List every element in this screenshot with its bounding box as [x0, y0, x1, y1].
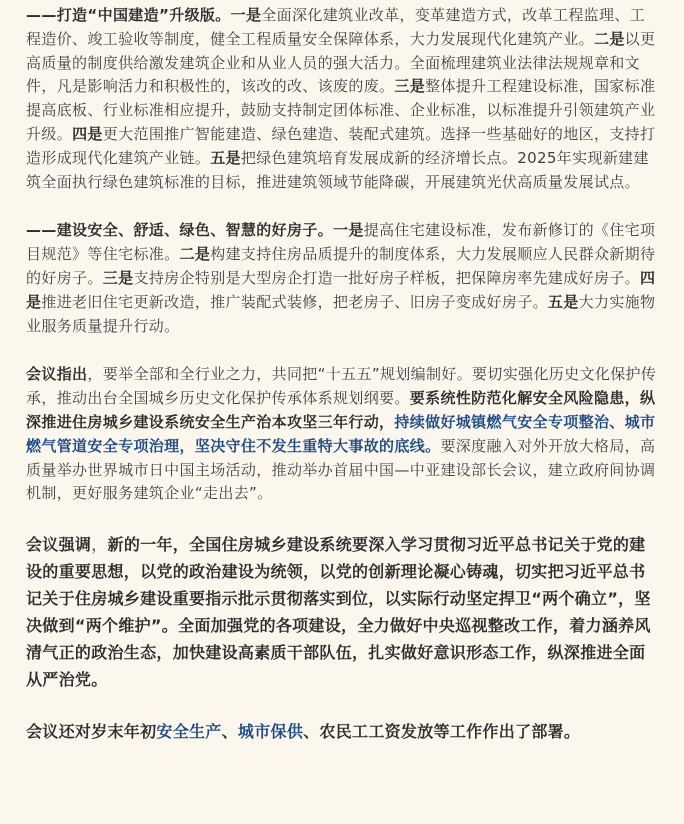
paragraph-meeting-pointed-out [26, 363, 660, 506]
text-segment: ——打造“中国建造”升级版。 [26, 6, 231, 24]
text-segment: 提高住宅建设标准，发布新修订的《住宅项目规范》等住宅标准。 [26, 221, 656, 264]
text-segment: 推进老旧住宅更新改造，推广装配式装修，把老房子、旧房子变成好房子。 [41, 292, 548, 311]
text-segment: 二是 [179, 245, 211, 264]
text-segment: 四是 [26, 268, 656, 311]
text-segment: 要系统性防范化解安全风险隐患，纵深推进住房城乡建设系统安全生产治本攻坚三年行动， [26, 389, 656, 431]
text-segment: 全面深化建筑业改革，变革建造方式，改革工程监理、工程造价、竣工验收等制度，健全工程质量安全保障体系，大力发展现代化建筑产业。 [26, 6, 646, 48]
text-segment: ——建设安全、舒适、绿色、智慧的好房子。 [26, 221, 334, 240]
text-segment: 新的一年，全国住房城乡建设系统要深入学习贯彻习近平总书记关于党的建设的重要思想，以党的政治建设为统领，以党的创新理论凝心铸魂，切实把习近平总书记关于住房城乡建设重要指示批示贯彻落实到位，以实际行动坚定捍卫“两个确立”，坚决做到“两个维护”。全面加强党的各项建设，全力做好中央巡视整改工作，着力涵养风清气正的政治生态，加快建设高素质干部队伍，扎实做好意识形态工作，纵深推进全面从严治党。 [26, 535, 651, 690]
text-segment: 一是 [230, 6, 262, 24]
paragraph-meeting-emphasized [26, 531, 660, 693]
text-segment: 大力实施物业服务质量提升行动。 [26, 292, 656, 335]
text-segment: 四是 [72, 124, 103, 143]
highlight-city-supply: 城市保供 [237, 722, 304, 742]
text-segment: 会议还对岁末年初 [26, 722, 157, 742]
text-segment: 二是 [593, 29, 625, 48]
paragraph-meeting-deployment [26, 718, 660, 745]
paragraph-china-construction-upgrade [26, 4, 660, 194]
text-segment: 、农民工工资发放等工作作出了部署。 [303, 722, 581, 742]
text-segment: 构建支持住房品质提升的制度体系，大力发展顺应人民群众新期待的好房子。 [26, 245, 656, 287]
text-segment: 把绿色建筑培育发展成新的经济增长点。2025年实现新建建筑全面执行绿色建筑标准的目标，推进建筑领域节能降碳，开展建筑光伏高质量发展试点。 [26, 148, 649, 191]
highlight-safety-production: 安全生产 [156, 722, 222, 742]
text-segment: 支持房企特别是大型房企打造一批好房子样板，把保障房率先建成好房子。 [133, 268, 641, 287]
text-segment: 五是 [547, 292, 579, 311]
text-segment: 整体提升工程建设标准，国家标准提高底板、行业标准相应提升，鼓励支持制定团体标准、企业标准，以标准提升引领建筑产业升级。 [26, 77, 656, 143]
text-segment: 会议指出 [26, 365, 88, 384]
text-segment: 、 [221, 722, 238, 742]
text-segment: 一是 [333, 221, 364, 240]
text-segment: 以更高质量的制度供给激发建筑企业和从业人员的强大活力。全面梳理建筑业法律法规规章和文件，凡是影响活力和积极性的，该改的改、该废的废。 [26, 29, 656, 96]
highlight-gas-safety: 持续做好城镇燃气安全专项整治、城市燃气管道安全专项治理，坚决守住不发生重特大事故的底线。 [26, 412, 656, 455]
text-segment: 更大范围推广智能建造、绿色建造、装配式建筑。选择一些基础好的地区，支持打造形成现代化建筑产业链。 [26, 124, 656, 167]
text-segment: 要深度融入对外开放大格局，高质量举办世界城市日中国主场活动，推动举办首届中国—中亚建设部长会议，建立政府间协调机制，更好服务建筑企业“走出去”。 [26, 436, 656, 503]
text-segment: 五是 [210, 148, 241, 167]
text-segment: 三是 [102, 268, 134, 287]
text-segment: 三是 [394, 77, 426, 96]
text-segment: ，要举全部和全行业之力，共同把“十五五”规划编制好。要切实强化历史文化保护传承，推动出台全国城乡历史文化保护传承体系规划纲要。 [26, 365, 657, 408]
text-segment: 会议强调 [26, 535, 92, 555]
paragraph-good-houses [26, 219, 660, 338]
text-segment: ， [91, 535, 108, 555]
